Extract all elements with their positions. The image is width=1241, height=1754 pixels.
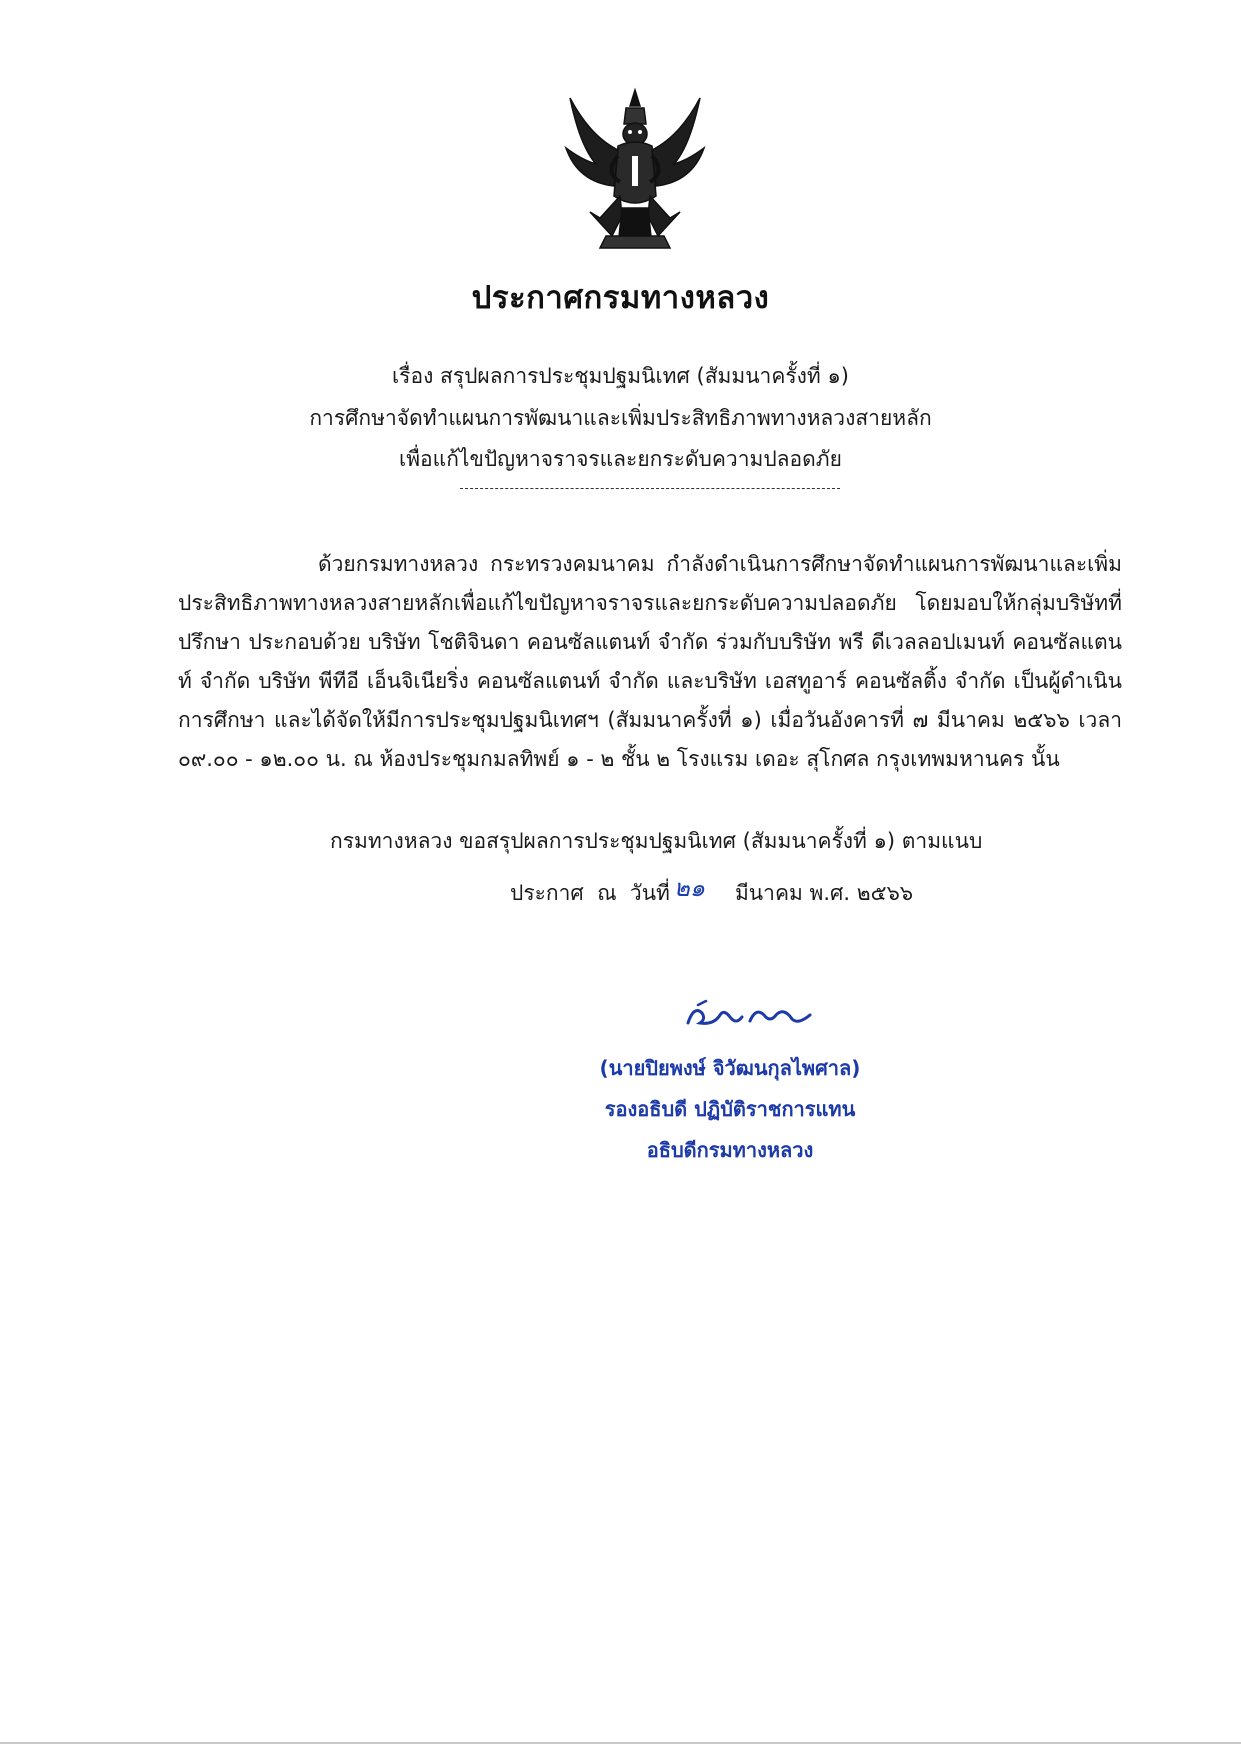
announcement-date [510,872,913,911]
date-prefix: ประกาศ ณ วันที่ [510,881,670,905]
signature-icon [680,995,820,1035]
summary-line: กรมทางหลวง ขอสรุปผลการประชุมปฐมนิเทศ (สัมมนาครั้งที่ ๑) ตามแนบ [330,829,983,853]
subject-line-2: การศึกษาจัดทำแผนการพัฒนาและเพิ่มประสิทธิภาพทางหลวงสายหลัก [309,406,932,430]
body-paragraph: ด้วยกรมทางหลวง กระทรวงคมนาคม กำลังดำเนินการศึกษาจัดทำแผนการพัฒนาและเพิ่มประสิทธิภาพทางหลวงสายหลักเพื่อแก้ไขปัญหาจราจรและยกระดับความปลอดภัย โดยมอบให้กลุ่มบริษัทที่ปรึกษา ประกอบด้วย บริษัท โชติจินดา คอนซัลแตนท์ จำกัด ร่วมกับบริษัท พรี ดีเวลลอปเมนท์ คอนซัลแตนท์ จำกัด บริษัท พีทีอี เอ็นจิเนียริ่ง คอนซัลแตนท์ จำกัด และบริษัท เอสทูอาร์ คอนซัลติ้ง จำกัด เป็นผู้ดำเนินการศึกษา และได้จัดให้มีการประชุมปฐมนิเทศฯ (สัมมนาครั้งที่ ๑) เมื่อวันอังคารที่ ๗ มีนาคม ๒๕๖๖ เวลา ๐๙.๐๐ - ๑๒.๐๐ น. ณ ห้องประชุมกมลทิพย์ ๑ - ๒ ชั้น ๒ โรงแรม เดอะ สุโกศล กรุงเทพมหานคร นั้น [178,552,1122,771]
page-scan-edge [0,1742,1241,1744]
garuda-emblem-icon [560,86,710,251]
signatory-name: (นายปิยพงษ์ จิวัฒนกุลไพศาล) [599,1056,861,1080]
subject-line-3: เพื่อแก้ไขปัญหาจราจรและยกระดับความปลอดภัย [399,447,842,471]
subject-line-1: เรื่อง สรุปผลการประชุมปฐมนิเทศ (สัมมนาครั้งที่ ๑) [392,364,849,388]
signatory-position-2: อธิบดีกรมทางหลวง [646,1138,814,1162]
announcement-title: ประกาศกรมทางหลวง [471,280,770,316]
date-month-year: มีนาคม พ.ศ. ๒๕๖๖ [734,881,914,905]
dashed-divider [460,488,840,489]
handwritten-date-day: ๒๑ [673,874,705,902]
signatory-position-1: รองอธิบดี ปฏิบัติราชการแทน [604,1097,856,1121]
